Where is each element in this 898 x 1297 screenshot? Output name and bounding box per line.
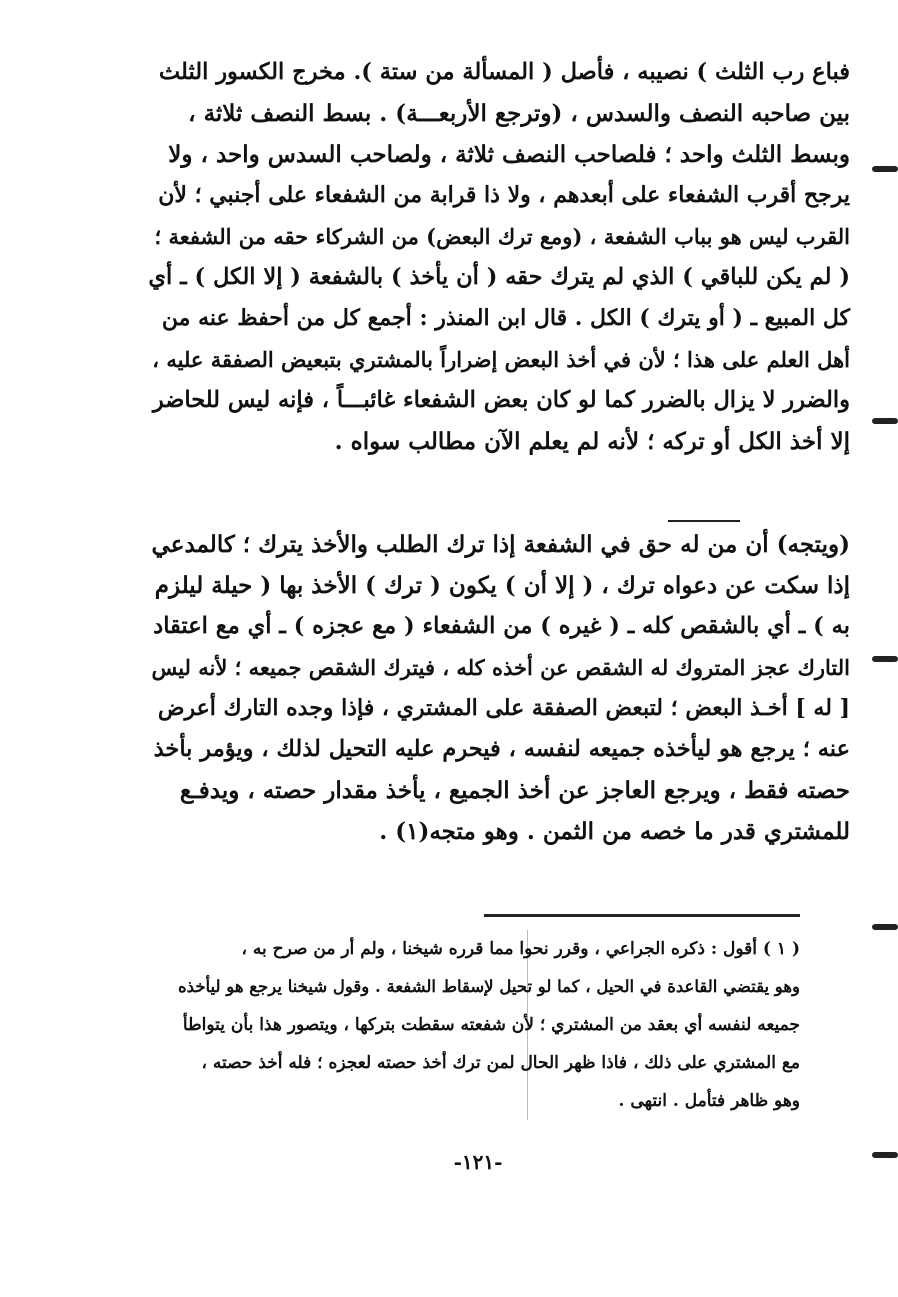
text-line: فباع رب الثلث ) نصيبه ، فأصل ( المسألة من ستة ). مخرج الكسور الثلث xyxy=(158,59,850,85)
binding-hole-mark xyxy=(872,656,898,662)
text-line: والضرر لا يزال بالضرر كما لو كان بعض الشفعاء غائبـــاً ، فإنه ليس للحاضر xyxy=(152,387,850,413)
footnote-line: جميعه لنفسه أي بعقد من المشتري ؛ لأن شفعته سقطت بتركها ، ويتصور هذا بأن يتواطأ xyxy=(182,1015,800,1035)
binding-hole-mark xyxy=(872,166,898,172)
footnote-line: ( ١ ) أقول : ذكره الجراعي ، وقرر نحوا مما قرره شيخنا ، ولم أر من صرح به ، xyxy=(241,939,800,959)
text-line: به ) ـ أي بالشقص كله ـ ( غيره ) من الشفعاء ( مع عجزه ) ـ أي مع اعتقاد xyxy=(153,613,850,639)
text-line: بين صاحبه النصف والسدس ، (وترجع الأربعـــة) . بسط النصف ثلاثة ، xyxy=(188,100,850,127)
text-line: وبسط الثلث واحد ؛ فلصاحب النصف ثلاثة ، ولصاحب السدس واحد ، ولا xyxy=(168,141,850,168)
main-text-paragraph-1 xyxy=(148,52,850,462)
text-line: عنه ؛ يرجع هو ليأخذه جميعه لنفسه ، فيحرم عليه التحيل لذلك ، ويؤمر بأخذ xyxy=(153,736,850,762)
text-line: حصته فقط ، ويرجع العاجز عن أخذ الجميع ، يأخذ مقدار حصته ، ويدفـع xyxy=(179,777,850,804)
page-number: -١٢١- xyxy=(453,1150,503,1174)
footnote-line: وهو ظاهر فتأمل . انتهى . xyxy=(618,1091,800,1111)
text-line: ( لم يكن للباقي ) الذي لم يترك حقه ( أن يأخذ ) بالشفعة ( إلا الكل ) ـ أي xyxy=(148,264,850,290)
text-line: إلا أخذ الكل أو تركه ؛ لأنه لم يعلم الآن مطالب سواه . xyxy=(334,428,850,455)
text-line: القرب ليس هو بباب الشفعة ، (ومع ترك البعض) من الشركاء حقه من الشفعة ؛ xyxy=(154,224,850,249)
binding-hole-mark xyxy=(872,924,898,930)
text-line: كل المبيع ـ ( أو يترك ) الكل . قال ابن المنذر : أجمع كل من أحفظ عنه من xyxy=(161,305,850,331)
binding-hole-mark xyxy=(872,418,898,424)
paragraph-divider xyxy=(668,520,740,522)
footnote-line: مع المشتري على ذلك ، فاذا ظهر الحال لمن ترك أخذ حصته لعجزه ؛ فله أخذ حصته ، xyxy=(201,1053,800,1073)
text-line: للمشتري قدر ما خصه من الثمن . وهو متجه(١) . xyxy=(379,818,850,845)
text-line: إذا سكت عن دعواه ترك ، ( إلا أن ) يكون ( ترك ) الأخذ بها ( حيلة ليلزم xyxy=(154,572,850,599)
footnote-line: وهو يقتضي القاعدة في الحيل ، كما لو تحيل لإسقاط الشفعة . وقول شيخنا يرجع هو ليأخذه xyxy=(178,977,800,996)
text-line: التارك عجز المتروك له الشقص عن أخذه كله ، فيترك الشقص جميعه ؛ لأنه ليس xyxy=(151,655,850,680)
footnote-divider xyxy=(484,914,800,917)
binding-hole-mark xyxy=(872,1152,898,1158)
text-line: (ويتجه) أن من له حق في الشفعة إذا ترك الطلب والأخذ يترك ؛ كالمدعي xyxy=(151,531,850,558)
footnote xyxy=(160,930,800,1120)
main-text-paragraph-2 xyxy=(148,524,850,852)
text-line: أهل العلم على هذا ؛ لأن في أخذ البعض إضراراً بالمشتري بتبعيض الصفقة عليه ، xyxy=(152,347,850,372)
text-line: يرجح أقرب الشفعاء على أبعدهم ، ولا ذا قرابة من الشفعاء على أجنبي ؛ لأن xyxy=(158,182,850,208)
text-line: [ له ] أخـذ البعض ؛ لتبعض الصفقة على المشتري ، فإذا وجده التارك أعرض xyxy=(157,695,850,721)
